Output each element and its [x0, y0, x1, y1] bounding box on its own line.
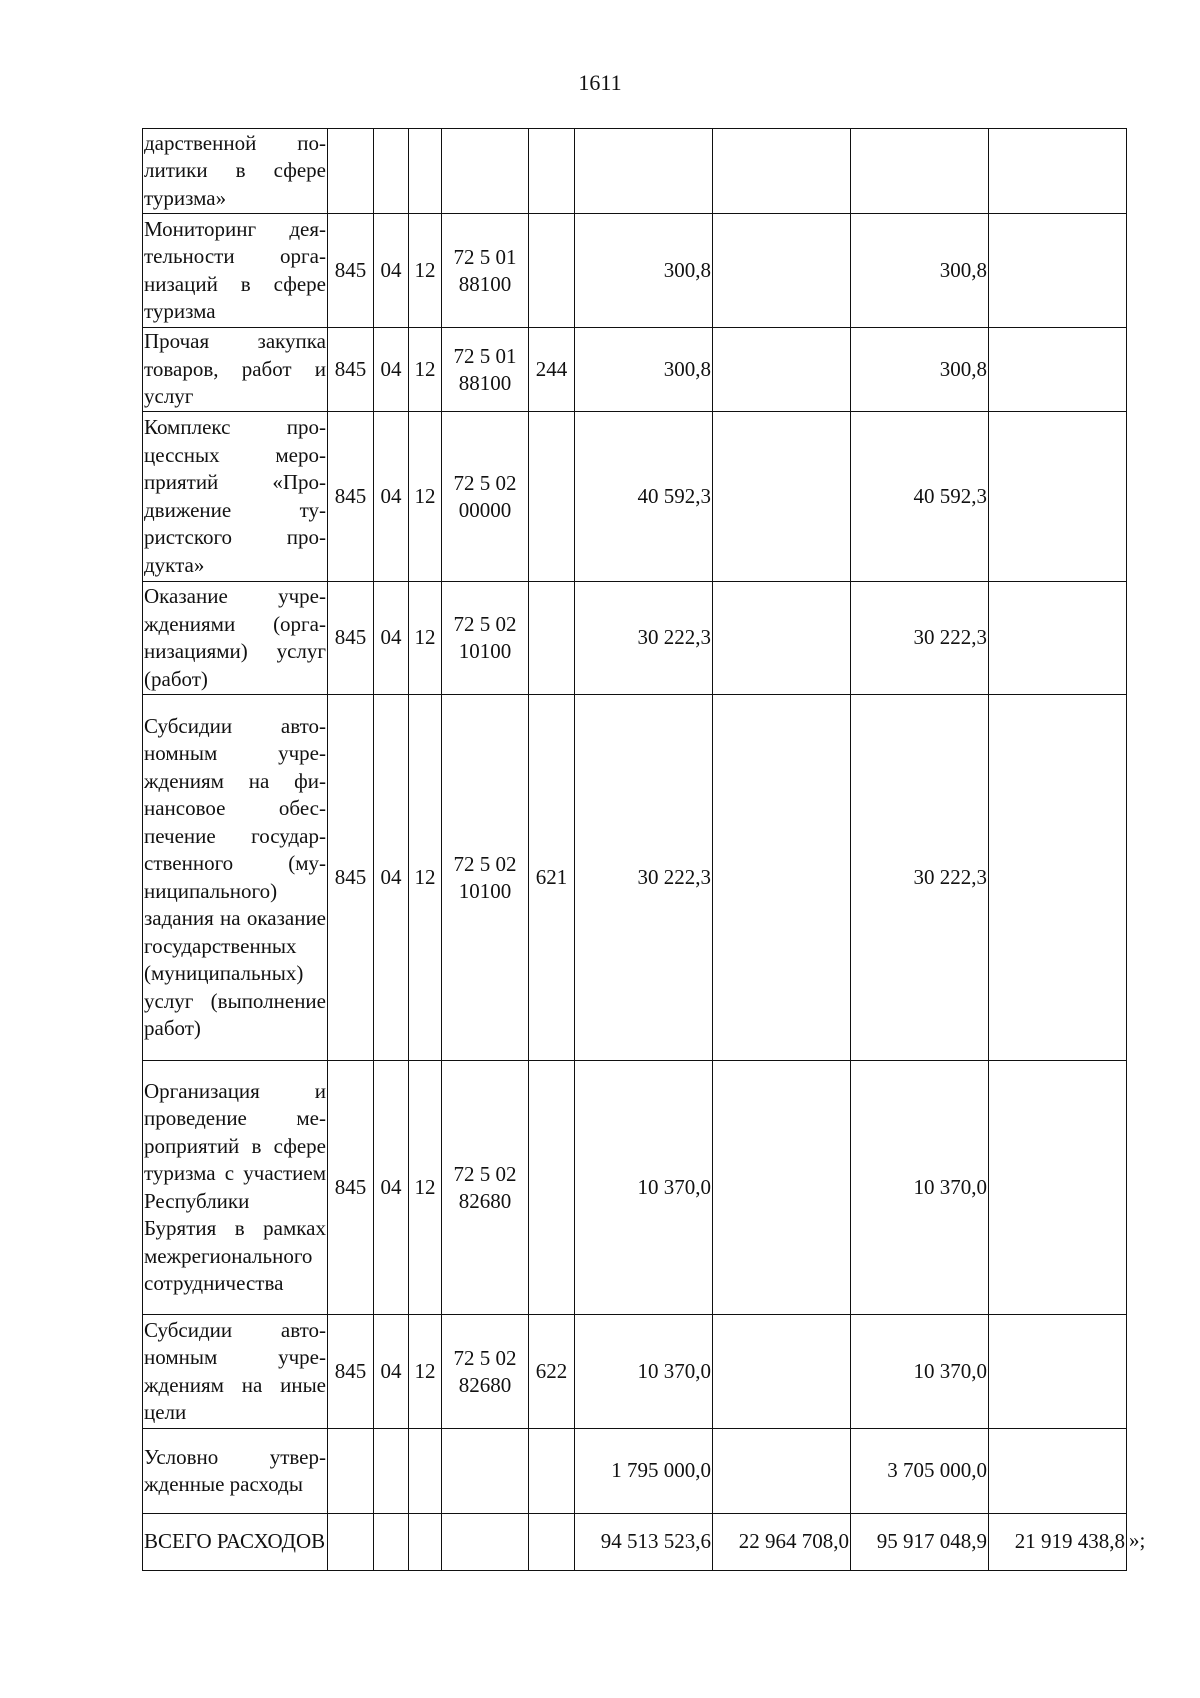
target-item-code-cell: 72 5 02 10100 [442, 695, 529, 1061]
row-name-cell: дарственной политики в сфере туризма» [143, 129, 328, 214]
row-name-cell: Субсидии автономным учреждениям на иные цели [143, 1315, 328, 1429]
amount-2025-federal-cell [989, 695, 1127, 1061]
subsection-code-cell: 12 [409, 1061, 442, 1315]
ministry-code-cell: 845 [328, 1061, 374, 1315]
expense-type-cell: 622 [529, 1315, 575, 1429]
amount-2025-cell: 10 370,0 [851, 1315, 989, 1429]
row-name-cell: Организация и проведение мероприятий в сфере туризма с участием Республики Бурятия в рамках межрегионального сотрудничества [143, 1061, 328, 1315]
target-item-code-cell: 72 5 02 82680 [442, 1061, 529, 1315]
expense-type-cell [529, 582, 575, 695]
table-body [143, 129, 1127, 1571]
budget-table [142, 128, 1127, 1571]
table-row [143, 412, 1127, 582]
amount-2024-federal-cell [713, 328, 851, 412]
amount-2025-cell: 30 222,3 [851, 582, 989, 695]
ministry-code-cell: 845 [328, 412, 374, 582]
section-code-cell: 04 [374, 582, 409, 695]
amount-2024-federal-cell [713, 129, 851, 214]
row-name-cell: Субсидии автономным учреждениям на финансовое обеспечение государственного (муниципального) задания на оказание государственных (муниципальных) услуг (выполнение работ) [143, 695, 328, 1061]
expense-type-cell [529, 129, 575, 214]
amount-2025-federal-cell [989, 214, 1127, 328]
target-item-code-cell: 72 5 01 88100 [442, 214, 529, 328]
amount-2025-federal-cell [989, 1429, 1127, 1514]
amount-2025-cell: 300,8 [851, 214, 989, 328]
amount-2025-federal-cell [989, 1315, 1127, 1429]
amount-2024-federal-cell [713, 1429, 851, 1514]
target-item-code-cell: 72 5 02 00000 [442, 412, 529, 582]
table-row [143, 328, 1127, 412]
section-code-cell: 04 [374, 214, 409, 328]
section-code-cell: 04 [374, 1315, 409, 1429]
amount-2024-cell: 300,8 [575, 328, 713, 412]
amount-2024-federal-cell [713, 1061, 851, 1315]
ministry-code-cell [328, 1429, 374, 1514]
amount-2024-cell: 10 370,0 [575, 1061, 713, 1315]
amount-2025-federal-cell [989, 412, 1127, 582]
subsection-code-cell: 12 [409, 1315, 442, 1429]
page-number: 1611 [578, 70, 622, 95]
ministry-code-cell: 845 [328, 582, 374, 695]
amount-2024-cell: 94 513 523,6 [575, 1514, 713, 1571]
row-name-cell: Мониторинг деятельности организаций в сфере туризма [143, 214, 328, 328]
expense-type-cell: 621 [529, 695, 575, 1061]
target-item-code-cell [442, 1514, 529, 1571]
section-code-cell: 04 [374, 695, 409, 1061]
amount-2024-federal-cell [713, 214, 851, 328]
table-row [143, 1429, 1127, 1514]
amount-2024-cell: 30 222,3 [575, 695, 713, 1061]
subsection-code-cell: 12 [409, 695, 442, 1061]
section-code-cell [374, 129, 409, 214]
amount-2024-federal-cell [713, 695, 851, 1061]
target-item-code-cell: 72 5 02 10100 [442, 582, 529, 695]
closing-quote-mark: »; [1129, 1528, 1146, 1552]
subsection-code-cell: 12 [409, 214, 442, 328]
ministry-code-cell: 845 [328, 695, 374, 1061]
amount-2025-cell [851, 129, 989, 214]
section-code-cell: 04 [374, 328, 409, 412]
table-row [143, 129, 1127, 214]
target-item-code-cell [442, 1429, 529, 1514]
table-row [143, 1061, 1127, 1315]
amount-2025-federal-cell: 21 919 438,8 [989, 1514, 1127, 1571]
subsection-code-cell [409, 1429, 442, 1514]
ministry-code-cell: 845 [328, 328, 374, 412]
subsection-code-cell: 12 [409, 412, 442, 582]
amount-2025-cell: 40 592,3 [851, 412, 989, 582]
amount-2024-federal-cell: 22 964 708,0 [713, 1514, 851, 1571]
section-code-cell: 04 [374, 412, 409, 582]
row-name-cell: Комплекс процессных мероприятий «Продвижение туристского продукта» [143, 412, 328, 582]
amount-2025-federal-cell [989, 328, 1127, 412]
row-name-cell: ВСЕГО РАСХОДОВ [143, 1514, 328, 1571]
ministry-code-cell: 845 [328, 1315, 374, 1429]
expense-type-cell [529, 214, 575, 328]
amount-2025-cell: 3 705 000,0 [851, 1429, 989, 1514]
table-row [143, 695, 1127, 1061]
ministry-code-cell: 845 [328, 214, 374, 328]
row-name-cell: Условно утвержденные расходы [143, 1429, 328, 1514]
amount-2024-cell: 300,8 [575, 214, 713, 328]
amount-2025-cell: 10 370,0 [851, 1061, 989, 1315]
amount-2025-cell: 95 917 048,9 [851, 1514, 989, 1571]
amount-2025-cell: 300,8 [851, 328, 989, 412]
subsection-code-cell [409, 1514, 442, 1571]
amount-2024-cell: 10 370,0 [575, 1315, 713, 1429]
expense-type-cell: 244 [529, 328, 575, 412]
ministry-code-cell [328, 129, 374, 214]
row-name-cell: Прочая закупка товаров, работ и услуг [143, 328, 328, 412]
expense-type-cell [529, 1514, 575, 1571]
table-row [143, 214, 1127, 328]
subsection-code-cell: 12 [409, 582, 442, 695]
subsection-code-cell: 12 [409, 328, 442, 412]
amount-2024-federal-cell [713, 1315, 851, 1429]
section-code-cell [374, 1514, 409, 1571]
amount-2024-cell: 40 592,3 [575, 412, 713, 582]
table-row [143, 1315, 1127, 1429]
amount-2025-cell: 30 222,3 [851, 695, 989, 1061]
amount-2024-cell: 1 795 000,0 [575, 1429, 713, 1514]
amount-2025-federal-cell [989, 129, 1127, 214]
expense-type-cell [529, 1429, 575, 1514]
amount-2025-federal-cell [989, 1061, 1127, 1315]
expense-type-cell [529, 1061, 575, 1315]
amount-2024-cell: 30 222,3 [575, 582, 713, 695]
amount-2024-federal-cell [713, 582, 851, 695]
amount-2024-federal-cell [713, 412, 851, 582]
section-code-cell [374, 1429, 409, 1514]
row-name-cell: Оказание учреждениями (организациями) услуг (работ) [143, 582, 328, 695]
ministry-code-cell [328, 1514, 374, 1571]
amount-2024-cell [575, 129, 713, 214]
table-row [143, 582, 1127, 695]
target-item-code-cell [442, 129, 529, 214]
table-row [143, 1514, 1127, 1571]
amount-2025-federal-cell [989, 582, 1127, 695]
target-item-code-cell: 72 5 01 88100 [442, 328, 529, 412]
target-item-code-cell: 72 5 02 82680 [442, 1315, 529, 1429]
subsection-code-cell [409, 129, 442, 214]
section-code-cell: 04 [374, 1061, 409, 1315]
expense-type-cell [529, 412, 575, 582]
